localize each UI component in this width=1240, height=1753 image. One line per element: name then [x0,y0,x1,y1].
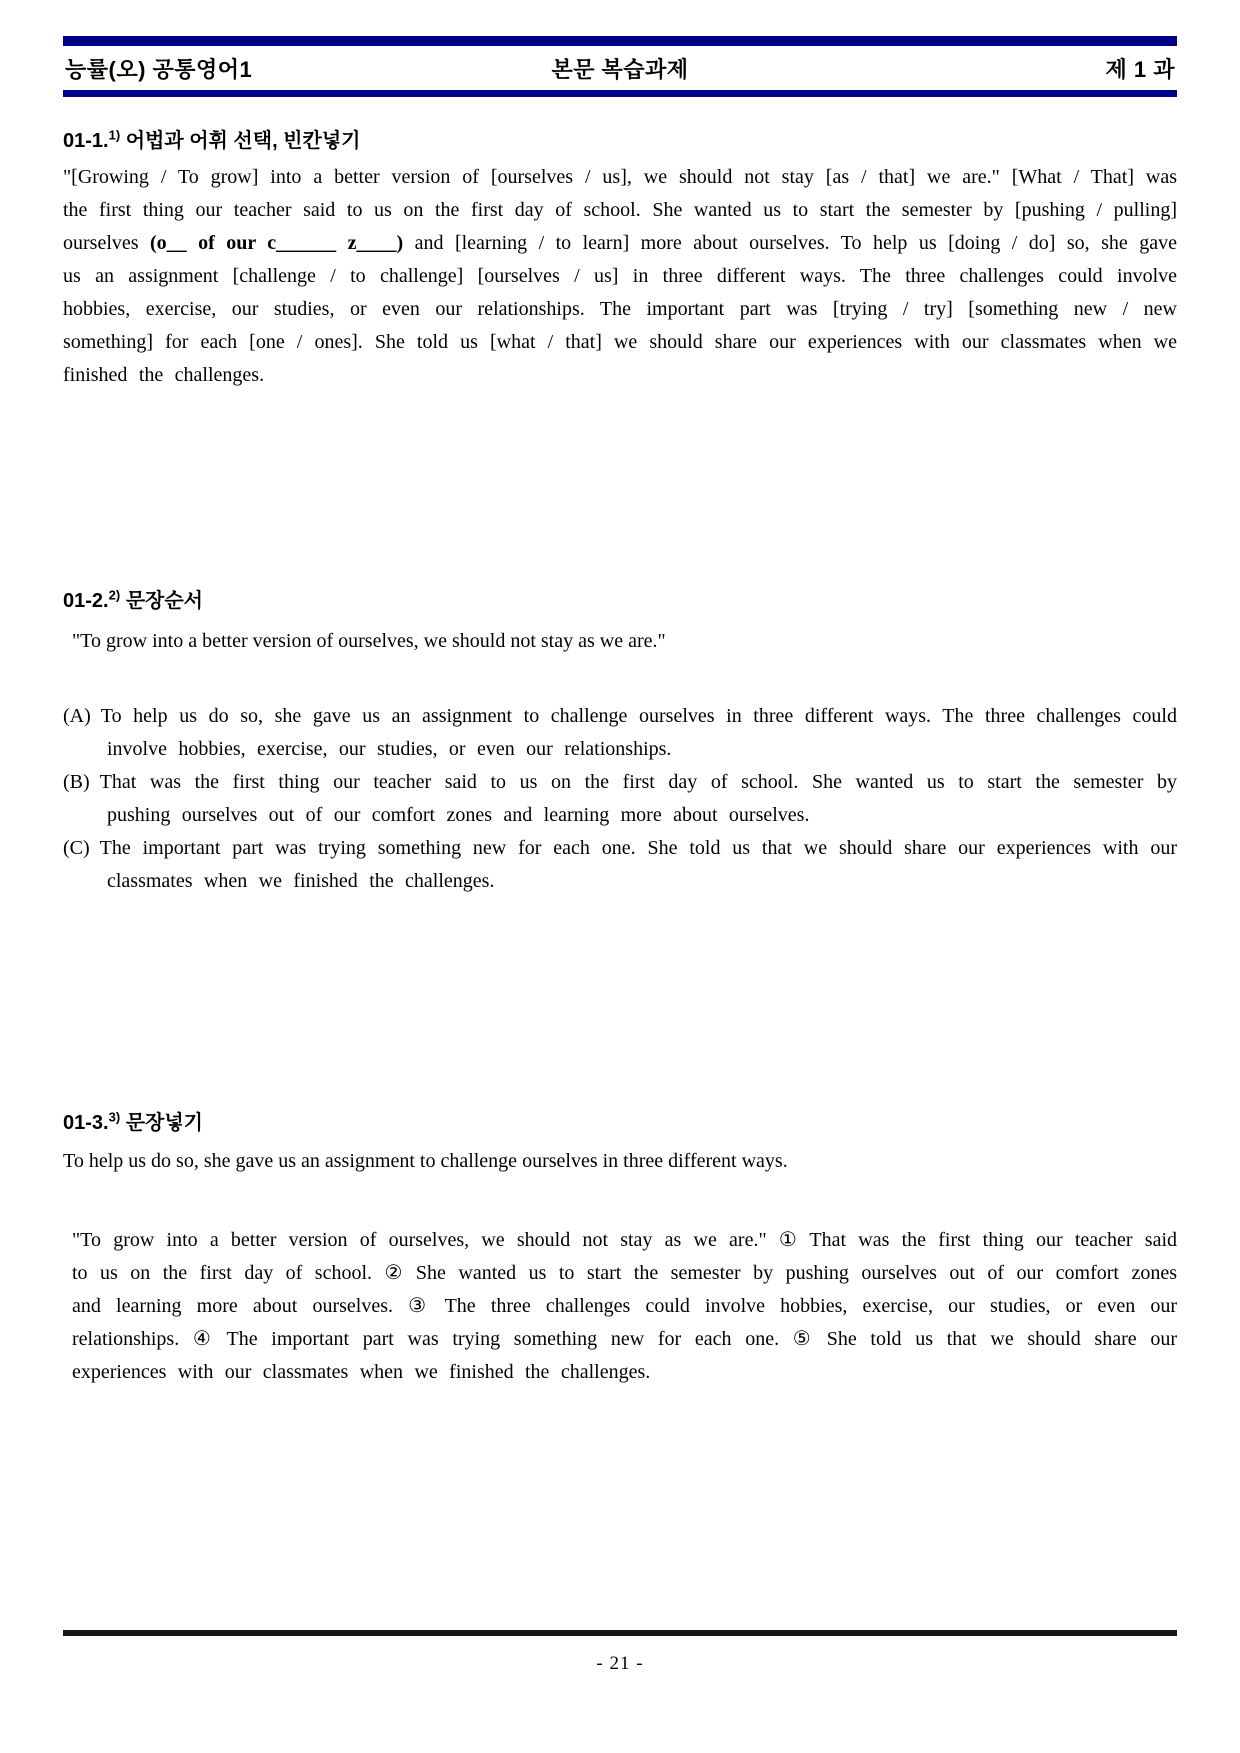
order-item-a-label: (A) [63,705,91,727]
section-3-title: 문장넣기 [120,1112,203,1134]
section-2-title: 문장순서 [120,590,203,612]
section-1-title: 어법과 어휘 선택, 빈칸넣기 [120,130,361,152]
order-item-b-label: (B) [63,771,90,793]
passage-text-after-blank: and [learning / to learn] more about ourselves. To help us [doing / do] so, she gave us an assignment [challenge / to challenge] [ourselves / us] in three different ways. The three challenges could involve hobbies, exercise, our studies, or even our relationships. The important part was [trying / try] [something new / new something] for each [one / ones]. She told us [what / that] we should share our experiences with our classmates when we finished the challenges. [63,232,1177,386]
order-item-a-text: To help us do so, she gave us an assignment to challenge ourselves in three different ways. The three challenges could involve hobbies, exercise, our studies, or even our relationships. [100,705,1177,760]
header-top-bar [63,36,1177,46]
section-1-footnote-marker: 1) [108,127,121,143]
header-lesson-label: 제 1 과 [1105,57,1175,82]
section-grammar-vocab [63,128,1177,392]
section-3-footnote-marker: 3) [108,1109,121,1125]
section-1-passage [63,161,1177,392]
header-doc-title: 본문 복습과제 [551,57,689,82]
section-1-heading [63,128,1177,154]
section-2-heading [63,588,1177,614]
page-number: - 21 - [596,1653,644,1674]
page-content [63,0,1177,1389]
order-item-b [63,766,1177,832]
order-item-c-label: (C) [63,837,90,859]
order-item-c-text: The important part was trying something new for each one. She told us that we should share our experiences with our classmates when we finished the challenges. [99,837,1177,892]
footer-divider-line [63,1630,1177,1636]
page-footer [63,1630,1177,1675]
order-item-a [63,700,1177,766]
section-2-given-quote: "To grow into a better version of ourselves, we should not stay as we are." [72,630,666,652]
section-1-number: 01-1. [63,130,109,152]
page-header [63,46,1177,90]
section-3-passage-with-slots: "To grow into a better version of ourselves, we should not stay as we are." ① That was the first thing our teacher said to us on the first day of school. ② She wanted us to start the semester by pushing ourselves out of our comfort zones and learning more about ourselves. ③ The three challenges could involve hobbies, exercise, our studies, or even our relationships. ④ The important part was trying something new for each one. ⑤ She told us that we should share our experiences with our classmates when we finished the challenges. [72,1229,1177,1383]
section-3-number: 01-3. [63,1112,109,1134]
passage-text-before-blank: "[Growing / To grow] into a better version of [ourselves / us], we should not stay [as / that] we are." [What / That] was the first thing our teacher said to us on the first day of school. She wanted us to start the semester by [pushing / pulling] ourselves [63,166,1177,254]
order-item-c [63,832,1177,898]
header-underline-bar [63,90,1177,97]
section-3-heading [63,1110,1177,1136]
section-2-footnote-marker: 2) [108,587,121,603]
fill-in-blank-phrase: (o__ of our c______ z____) [150,232,404,254]
section-2-number: 01-2. [63,590,109,612]
header-book-title: 능률(오) 공통영어1 [65,57,253,82]
section-3-given-sentence: To help us do so, she gave us an assignment to challenge ourselves in three different ways. [63,1150,788,1172]
order-item-b-text: That was the first thing our teacher said to us on the first day of school. She wanted us to start the semester by pushing ourselves out of our comfort zones and learning more about ourselves. [99,771,1177,826]
section-sentence-order [63,588,1177,898]
order-choice-list [63,700,1177,898]
section-sentence-insertion [63,1110,1177,1389]
